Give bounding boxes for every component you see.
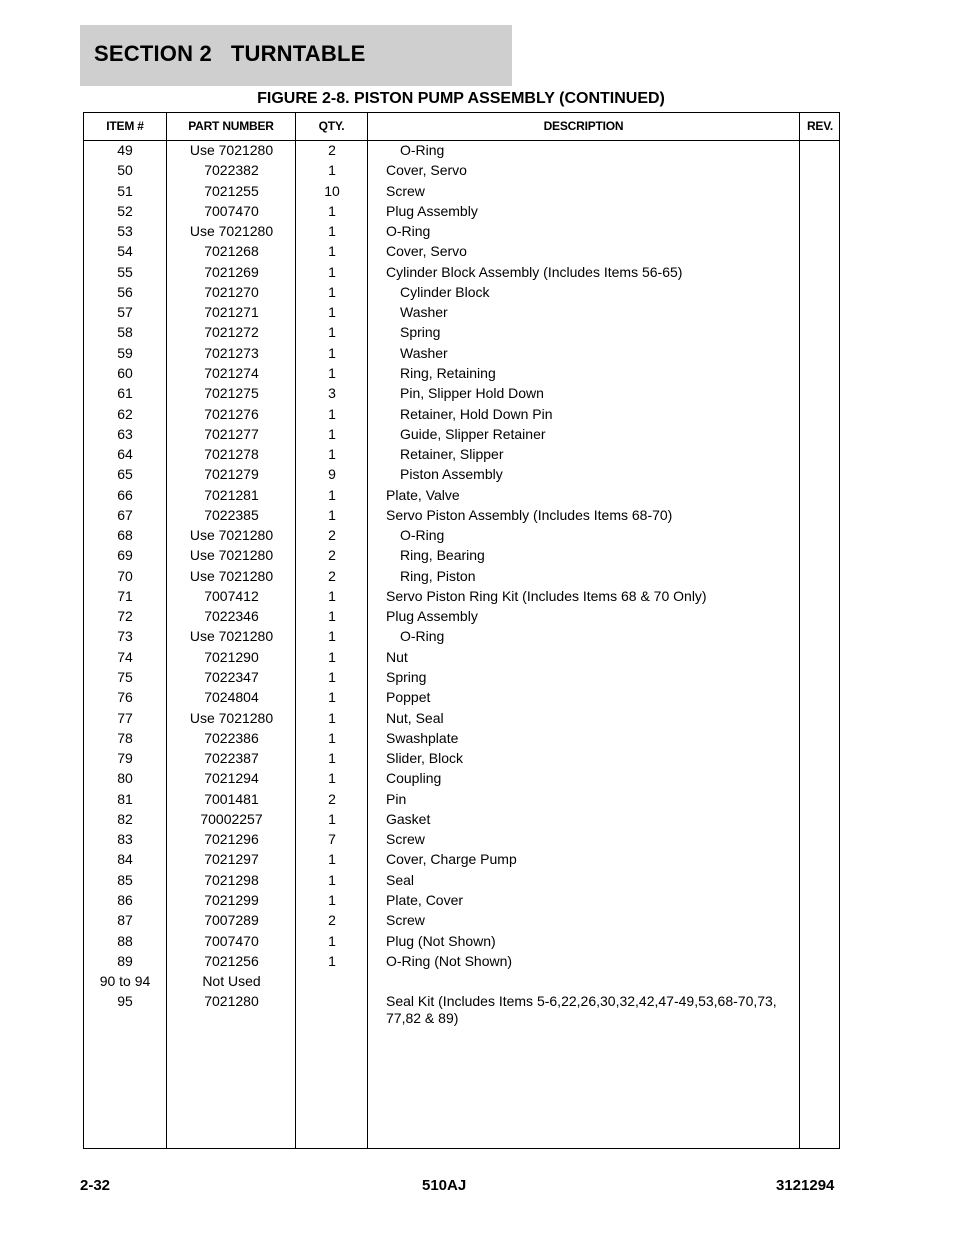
table-row	[84, 243, 839, 263]
table-row	[84, 223, 839, 243]
header-qty: QTY.	[318, 119, 345, 133]
item-number: 64	[117, 446, 133, 463]
item-number: 81	[117, 790, 133, 807]
description: Servo Piston Assembly (Includes Items 68-70)	[386, 506, 673, 523]
item-number: 58	[117, 324, 133, 341]
item-number: 50	[117, 162, 133, 179]
header-item: ITEM #	[106, 119, 144, 133]
description: Nut	[386, 648, 408, 665]
item-number: 68	[117, 527, 133, 544]
description: Plate, Valve	[386, 486, 460, 503]
quantity: 1	[328, 871, 336, 888]
part-number: 7021280	[204, 993, 259, 1010]
part-number: 7021290	[204, 648, 259, 665]
part-number: 7001481	[204, 790, 259, 807]
quantity: 1	[328, 628, 336, 645]
table-row	[84, 750, 839, 770]
table-row	[84, 385, 839, 405]
table-row	[84, 933, 839, 953]
description: Spring	[386, 669, 427, 686]
description: Washer	[400, 304, 448, 321]
description: Plate, Cover	[386, 891, 464, 908]
description: Plug (Not Shown)	[386, 932, 496, 949]
quantity: 2	[328, 527, 336, 544]
table-row	[84, 324, 839, 344]
part-number: 7021296	[204, 831, 259, 848]
quantity: 1	[328, 263, 336, 280]
description: Poppet	[386, 689, 431, 706]
quantity: 1	[328, 162, 336, 179]
part-number: 7021271	[204, 304, 259, 321]
table-row	[84, 345, 839, 365]
description: Pin	[386, 790, 407, 807]
quantity: 1	[328, 932, 336, 949]
table-row	[84, 284, 839, 304]
table-row	[84, 851, 839, 871]
table-row	[84, 264, 839, 284]
item-number: 52	[117, 202, 133, 219]
description: Screw	[386, 912, 425, 929]
quantity: 9	[328, 466, 336, 483]
quantity: 1	[328, 446, 336, 463]
item-number: 53	[117, 223, 133, 240]
description: Cylinder Block Assembly (Includes Items 56-65)	[386, 263, 683, 280]
description: Guide, Slipper Retainer	[400, 425, 546, 442]
description: Slider, Block	[386, 750, 464, 767]
header-description: DESCRIPTION	[543, 119, 624, 133]
item-number: 87	[117, 912, 133, 929]
quantity: 1	[328, 648, 336, 665]
item-number: 55	[117, 263, 133, 280]
description: Ring, Piston	[400, 567, 476, 584]
table-row	[84, 770, 839, 790]
quantity: 1	[328, 729, 336, 746]
description: O-Ring	[400, 628, 445, 645]
table-row	[84, 527, 839, 547]
item-number: 59	[117, 344, 133, 361]
part-number: 7007470	[204, 202, 259, 219]
quantity: 1	[328, 344, 336, 361]
table-row	[84, 203, 839, 223]
quantity: 1	[328, 770, 336, 787]
item-number: 95	[117, 993, 133, 1010]
table-row	[84, 568, 839, 588]
part-number: 7021269	[204, 263, 259, 280]
part-number: 7007289	[204, 912, 259, 929]
item-number: 83	[117, 831, 133, 848]
description: Cover, Servo	[386, 243, 467, 260]
table-row	[84, 142, 839, 162]
item-number: 89	[117, 952, 133, 969]
table-row	[84, 628, 839, 648]
table-row	[84, 487, 839, 507]
table-row	[84, 183, 839, 203]
parts-table	[83, 112, 840, 1149]
table-row	[84, 953, 839, 973]
part-number: 7022347	[204, 669, 259, 686]
part-number: 7021272	[204, 324, 259, 341]
quantity: 2	[328, 567, 336, 584]
description: O-Ring	[400, 142, 445, 158]
quantity: 1	[328, 669, 336, 686]
part-number: 7022346	[204, 608, 259, 625]
table-row	[84, 547, 839, 567]
description: O-Ring (Not Shown)	[386, 952, 513, 969]
item-number: 51	[117, 182, 133, 199]
quantity: 2	[328, 547, 336, 564]
item-number: 71	[117, 587, 133, 604]
table-row	[84, 608, 839, 628]
item-number: 85	[117, 871, 133, 888]
part-number: 7021277	[204, 425, 259, 442]
document-number: 3121294	[776, 1177, 835, 1194]
part-number: Use 7021280	[189, 628, 274, 645]
item-number: 49	[117, 142, 133, 158]
item-number: 65	[117, 466, 133, 483]
table-row	[84, 730, 839, 750]
table-row	[84, 710, 839, 730]
quantity: 1	[328, 405, 336, 422]
quantity: 1	[328, 587, 336, 604]
part-number: 7021276	[204, 405, 259, 422]
item-number: 88	[117, 932, 133, 949]
part-number: 7021278	[204, 446, 259, 463]
part-number: Use 7021280	[189, 527, 274, 544]
part-number: 7021281	[204, 486, 259, 503]
description: Coupling	[386, 770, 442, 787]
quantity: 1	[328, 324, 336, 341]
table-row	[84, 831, 839, 851]
quantity: 2	[328, 912, 336, 929]
description: Cover, Servo	[386, 162, 467, 179]
part-number: 7021255	[204, 182, 259, 199]
quantity: 1	[328, 364, 336, 381]
quantity: 1	[328, 223, 336, 240]
description: Retainer, Hold Down Pin	[400, 405, 553, 422]
item-number: 60	[117, 364, 133, 381]
description: Seal	[386, 871, 415, 888]
table-row	[84, 426, 839, 446]
item-number: 63	[117, 425, 133, 442]
description: Washer	[400, 344, 448, 361]
page-number: 2-32	[80, 1177, 111, 1194]
quantity: 1	[328, 486, 336, 503]
model-name: 510AJ	[422, 1177, 467, 1194]
item-number: 77	[117, 709, 133, 726]
table-header	[84, 113, 839, 141]
item-number: 86	[117, 891, 133, 908]
quantity: 10	[324, 182, 340, 199]
part-number: Not Used	[202, 973, 261, 990]
section-title: SECTION 2 TURNTABLE	[94, 41, 366, 66]
description: O-Ring	[386, 223, 431, 240]
table-row	[84, 304, 839, 324]
table-row	[84, 588, 839, 608]
part-number: Use 7021280	[189, 547, 274, 564]
item-number: 56	[117, 283, 133, 300]
item-number: 54	[117, 243, 133, 260]
part-number: 7021294	[204, 770, 259, 787]
part-number: 7021268	[204, 243, 259, 260]
description: Ring, Retaining	[400, 364, 496, 381]
part-number: Use 7021280	[189, 142, 274, 158]
description: Plug Assembly	[386, 608, 478, 625]
table-row	[84, 649, 839, 669]
description: Screw	[386, 831, 425, 848]
part-number: 70002257	[200, 810, 263, 827]
description: Screw	[386, 182, 425, 199]
part-number: 7021279	[204, 466, 259, 483]
item-number: 90 to 94	[99, 973, 151, 990]
item-number: 84	[117, 851, 133, 868]
quantity: 3	[328, 385, 336, 402]
item-number: 75	[117, 669, 133, 686]
part-number: 7022385	[204, 506, 259, 523]
description: Pin, Slipper Hold Down	[400, 385, 544, 402]
item-number: 76	[117, 689, 133, 706]
part-number: 7022382	[204, 162, 259, 179]
quantity: 1	[328, 851, 336, 868]
part-number: 7022386	[204, 729, 259, 746]
item-number: 66	[117, 486, 133, 503]
part-number: 7021256	[204, 952, 259, 969]
description: Ring, Bearing	[400, 547, 485, 564]
description: Cover, Charge Pump	[386, 851, 517, 868]
part-number: Use 7021280	[189, 709, 274, 726]
table-row	[84, 446, 839, 466]
part-number: 7021298	[204, 871, 259, 888]
table-row	[84, 811, 839, 831]
item-number: 70	[117, 567, 133, 584]
part-number: 7021274	[204, 364, 259, 381]
quantity: 1	[328, 304, 336, 321]
quantity: 1	[328, 202, 336, 219]
description: Piston Assembly	[400, 466, 503, 483]
quantity: 1	[328, 709, 336, 726]
description: Nut, Seal	[386, 709, 444, 726]
part-number: 7007412	[204, 587, 259, 604]
item-number: 74	[117, 648, 133, 665]
description: O-Ring	[400, 527, 445, 544]
item-number: 78	[117, 729, 133, 746]
part-number: 7007470	[204, 932, 259, 949]
description: Swashplate	[386, 729, 459, 746]
table-row	[84, 365, 839, 385]
item-number: 62	[117, 405, 133, 422]
quantity: 1	[328, 506, 336, 523]
section-banner	[80, 25, 512, 86]
item-number: 79	[117, 750, 133, 767]
table-row	[84, 406, 839, 426]
part-number: 7024804	[204, 689, 259, 706]
item-number: 80	[117, 770, 133, 787]
description: Spring	[400, 324, 441, 341]
table-row	[84, 791, 839, 811]
item-number: 69	[117, 547, 133, 564]
table-row	[84, 689, 839, 709]
part-number: 7021275	[204, 385, 259, 402]
part-number: 7021270	[204, 283, 259, 300]
table-row	[84, 892, 839, 912]
item-number: 67	[117, 506, 133, 523]
description: Retainer, Slipper	[400, 446, 504, 463]
quantity: 1	[328, 891, 336, 908]
table-row	[84, 669, 839, 689]
quantity: 1	[328, 283, 336, 300]
description: Servo Piston Ring Kit (Includes Items 68 & 70 Only)	[386, 587, 707, 604]
table-row	[84, 507, 839, 527]
quantity: 2	[328, 790, 336, 807]
item-number: 82	[117, 810, 133, 827]
figure-title: FIGURE 2-8. PISTON PUMP ASSEMBLY (CONTINUED)	[257, 90, 665, 107]
description: Gasket	[386, 810, 431, 827]
part-number: 7022387	[204, 750, 259, 767]
quantity: 1	[328, 952, 336, 969]
header-rev: REV.	[806, 119, 834, 133]
table-row	[84, 912, 839, 932]
quantity: 1	[328, 608, 336, 625]
table-row	[84, 993, 839, 1027]
quantity: 1	[328, 689, 336, 706]
item-number: 73	[117, 628, 133, 645]
quantity: 1	[328, 243, 336, 260]
table-row	[84, 466, 839, 486]
header-part-number: PART NUMBER	[188, 119, 274, 133]
quantity: 1	[328, 750, 336, 767]
part-number: Use 7021280	[189, 223, 274, 240]
item-number: 57	[117, 304, 133, 321]
item-number: 72	[117, 608, 133, 625]
quantity: 1	[328, 425, 336, 442]
part-number: 7021299	[204, 891, 259, 908]
table-row	[84, 162, 839, 182]
part-number: 7021297	[204, 851, 259, 868]
part-number: 7021273	[204, 344, 259, 361]
table-row	[84, 872, 839, 892]
description: Plug Assembly	[386, 202, 478, 219]
quantity: 1	[328, 810, 336, 827]
table-row	[84, 973, 839, 993]
quantity: 2	[328, 142, 336, 158]
quantity: 7	[328, 831, 336, 848]
part-number: Use 7021280	[189, 567, 274, 584]
item-number: 61	[117, 385, 133, 402]
description: Seal Kit (Includes Items 5-6,22,26,30,32,42,47-49,53,68-70,73, 77,82 & 89)	[386, 993, 777, 1027]
description: Cylinder Block	[400, 283, 490, 300]
